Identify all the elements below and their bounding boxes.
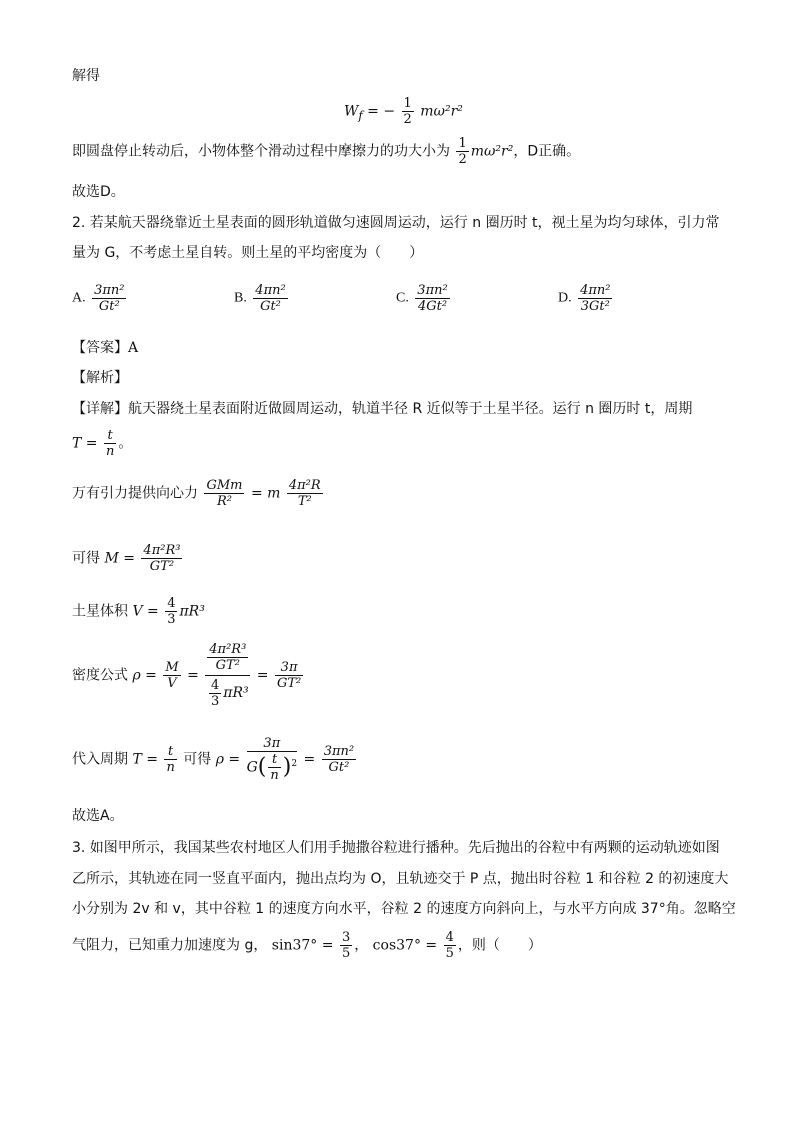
density-eq2: = bbox=[256, 667, 269, 684]
substitute-label: 代入周期 bbox=[72, 751, 128, 768]
detail-line bbox=[72, 399, 692, 419]
statement-text: 即圆盘停止转动后，小物体整个滑动过程中摩擦力的功大小为 bbox=[72, 143, 450, 160]
half-fraction-2 bbox=[456, 136, 468, 167]
answer-line bbox=[72, 338, 138, 358]
compound-top bbox=[207, 642, 248, 673]
frac-num: 4π²R³ bbox=[209, 642, 247, 657]
mass-lhs: M = bbox=[104, 550, 135, 567]
g-symbol: G bbox=[246, 759, 258, 776]
option-letter: D. bbox=[558, 290, 572, 306]
option-letter: A. bbox=[72, 290, 86, 306]
square: 2 bbox=[291, 758, 298, 769]
frac-den: n bbox=[166, 760, 175, 775]
rho-lhs: ρ = bbox=[215, 751, 241, 768]
frac-num: 3π bbox=[263, 736, 281, 751]
gravity-label: 万有引力提供向心力 bbox=[72, 485, 198, 502]
option-fraction bbox=[415, 283, 449, 314]
volume-tail: πR³ bbox=[179, 603, 205, 620]
substitute-den: G( $\frac{t}{n}$ )$^2$ bbox=[246, 752, 298, 783]
comma: ， bbox=[354, 937, 369, 954]
frac-den: 3 bbox=[210, 694, 220, 709]
q2-stem-line1: 2. 若某航天器绕靠近土星表面的圆形轨道做匀速圆周运动，运行 n 圈历时 t，视土星为均匀球体，引力常 bbox=[72, 215, 720, 231]
option-num: 3πn² bbox=[94, 283, 125, 298]
frac-num: 4 bbox=[210, 678, 220, 693]
half-num: 1 bbox=[403, 96, 412, 111]
q3-stem-line4 bbox=[72, 930, 542, 961]
period-fraction bbox=[104, 428, 116, 459]
density-lhs: ρ = bbox=[132, 667, 157, 684]
option-letter: B. bbox=[234, 290, 247, 306]
work-symbol: W bbox=[344, 103, 359, 120]
substitute-formula bbox=[72, 736, 358, 783]
gravity-frac-1 bbox=[204, 478, 244, 509]
work-subscript: f bbox=[358, 108, 363, 123]
period-tail: 。 bbox=[118, 435, 133, 452]
mass-label: 可得 bbox=[72, 550, 100, 567]
half-den: 2 bbox=[458, 152, 467, 167]
option-den: Gt² bbox=[98, 299, 120, 314]
option-den: Gt² bbox=[260, 299, 281, 314]
frac-den: V bbox=[167, 676, 177, 691]
cos-label: cos37° = bbox=[372, 937, 438, 954]
volume-label: 土星体积 bbox=[72, 603, 128, 620]
line4-tail: ，则（ ） bbox=[457, 937, 542, 954]
line4-text: 气阻力，已知重力加速度为 g， bbox=[72, 937, 268, 954]
q2-option-c bbox=[396, 283, 452, 314]
compound-bottom bbox=[207, 678, 249, 709]
choose-a: 故选A。 bbox=[72, 808, 124, 824]
period-num: t bbox=[107, 428, 113, 443]
equals-minus: = − bbox=[367, 103, 396, 120]
substitute-result bbox=[322, 744, 356, 775]
frac-den: R² bbox=[216, 494, 232, 509]
sin-fraction bbox=[340, 930, 352, 961]
period-formula bbox=[72, 428, 132, 459]
work-formula bbox=[344, 96, 463, 127]
mass-fraction bbox=[141, 543, 182, 574]
half-num: 1 bbox=[458, 136, 467, 151]
cos-fraction bbox=[444, 930, 456, 961]
statement-tail: ，D正确。 bbox=[513, 143, 581, 160]
volume-fraction bbox=[165, 596, 177, 627]
substitute-lhs: T = bbox=[132, 751, 158, 768]
option-letter: C. bbox=[396, 290, 409, 306]
mass-formula bbox=[72, 543, 184, 574]
option-fraction bbox=[92, 283, 126, 314]
frac-den: GT² bbox=[276, 676, 302, 691]
statement-expr: mω²r² bbox=[470, 143, 514, 160]
frac-num: 4π²R bbox=[288, 478, 321, 493]
density-compound-frac bbox=[205, 642, 250, 709]
frac-num: 3 bbox=[341, 930, 351, 945]
work-rhs: mω²r² bbox=[420, 103, 463, 120]
frac-den: 3 bbox=[167, 612, 176, 627]
density-label: 密度公式 bbox=[72, 667, 128, 684]
half-fraction bbox=[402, 96, 414, 127]
density-result bbox=[275, 660, 303, 691]
option-den: 4Gt² bbox=[417, 299, 448, 314]
option-num: 3πn² bbox=[417, 283, 448, 298]
substitute-big-frac bbox=[247, 736, 297, 783]
answer-value: A bbox=[128, 340, 139, 356]
gravity-formula bbox=[72, 478, 325, 509]
substitute-period bbox=[164, 744, 176, 775]
detail-text: 航天器绕土星表面附近做圆周运动，轨道半径 R 近似等于土星半径。运行 n 圈历时 t，周期 bbox=[128, 401, 693, 417]
option-num: 4πn² bbox=[255, 283, 286, 298]
frac-den: GT² bbox=[215, 658, 240, 673]
half-den: 2 bbox=[403, 112, 412, 127]
analysis-tag: 【解析】 bbox=[72, 370, 128, 386]
option-fraction bbox=[253, 283, 287, 314]
work-statement bbox=[72, 136, 580, 167]
frac-num: t bbox=[271, 752, 278, 767]
detail-tag: 【详解】 bbox=[72, 401, 128, 417]
period-den: n bbox=[105, 444, 115, 459]
frac-tail: πR³ bbox=[223, 685, 249, 701]
substitute-mid: 可得 bbox=[183, 751, 212, 768]
frac-den: GT² bbox=[149, 559, 175, 574]
frac-num: 3π bbox=[280, 660, 298, 675]
frac-num: 4π²R³ bbox=[143, 543, 181, 558]
answer-tag: 【答案】 bbox=[72, 340, 128, 356]
frac-den: n bbox=[270, 768, 279, 783]
frac-den: Gt² bbox=[328, 760, 350, 775]
gravity-eq: = m bbox=[250, 485, 281, 502]
frac-num: GMm bbox=[206, 478, 243, 493]
frac-num: 3πn² bbox=[323, 744, 355, 759]
frac-den: T² bbox=[297, 494, 312, 509]
sin-label: sin37° = bbox=[271, 937, 334, 954]
frac-num: t bbox=[168, 744, 174, 759]
q2-stem-line2: 量为 G，不考虑土星自转。则土星的平均密度为（ ） bbox=[72, 245, 424, 261]
frac-num: 4 bbox=[445, 930, 454, 945]
q3-stem-line1: 3. 如图甲所示，我国某些农村地区人们用手抛撒谷粒进行播种。先后抛出的谷粒中有两颗的运动轨迹如图 bbox=[72, 840, 720, 856]
gravity-frac-2 bbox=[287, 478, 323, 509]
q3-stem-line2: 乙所示，其轨迹在同一竖直平面内，抛出点均为 O，且轨迹交于 P 点，抛出时谷粒 1 和谷粒 2 的初速度大 bbox=[72, 871, 729, 887]
density-formula bbox=[72, 642, 305, 709]
q2-option-d bbox=[558, 283, 614, 314]
q2-option-b bbox=[234, 283, 290, 314]
substitute-eq: = bbox=[303, 751, 316, 768]
density-eq: = bbox=[187, 667, 199, 684]
option-den: 3Gt² bbox=[580, 299, 610, 314]
period-lhs: T = bbox=[72, 435, 98, 452]
frac-num: 4 bbox=[167, 596, 176, 611]
frac-den: 5 bbox=[445, 946, 454, 961]
frac-den: 5 bbox=[341, 946, 351, 961]
option-fraction bbox=[578, 283, 612, 314]
option-num: 4πn² bbox=[580, 283, 611, 298]
volume-lhs: V = bbox=[132, 603, 159, 620]
solve-label: 解得 bbox=[72, 68, 100, 84]
choose-d: 故选D。 bbox=[72, 184, 125, 200]
volume-formula bbox=[72, 596, 205, 627]
frac-num: M bbox=[165, 660, 179, 675]
q2-option-a bbox=[72, 283, 128, 314]
q3-stem-line3: 小分别为 2v 和 v，其中谷粒 1 的速度方向水平，谷粒 2 的速度方向斜向上，与水平方向成 37°角。忽略空 bbox=[72, 901, 736, 917]
density-frac-mv bbox=[163, 660, 180, 691]
